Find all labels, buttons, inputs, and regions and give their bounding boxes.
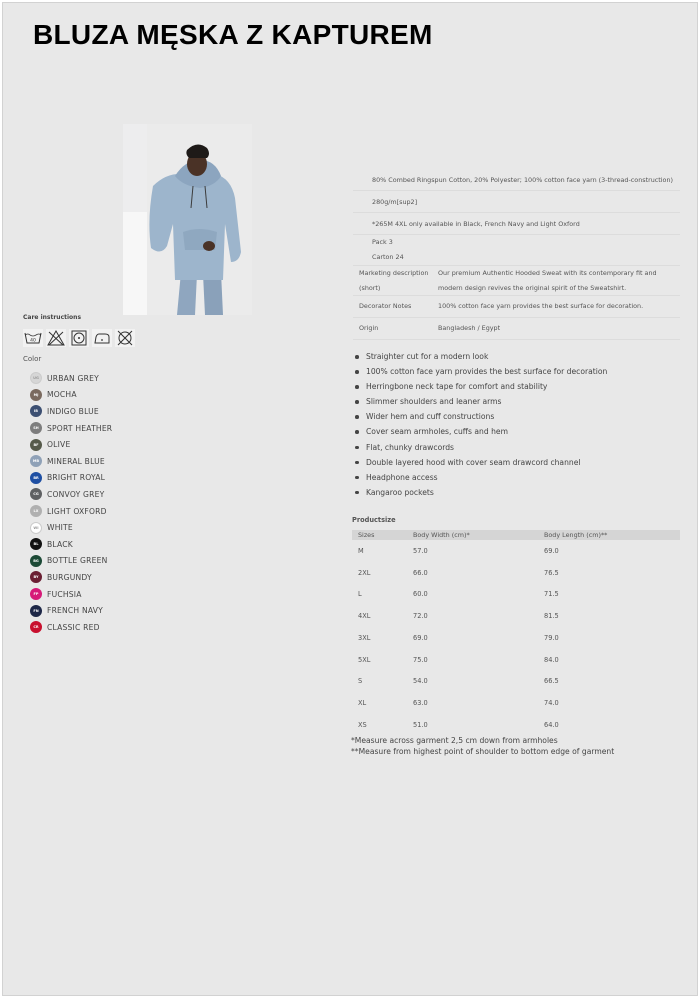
marketing-value: Our premium Authentic Hooded Sweat with its contemporary fit and modern design revives the original spirit of the Sweatshirt. [438,268,657,292]
color-swatch: BL [30,538,42,550]
feature-item: Straighter cut for a modern look [354,351,607,366]
care-instructions-title: Care instructions [23,314,82,321]
color-item [30,420,112,437]
spec-availability: *265M 4XL only available in Black, French Navy and Light Oxford [353,213,680,235]
no-bleach-icon [46,329,66,347]
body-width-cell: 63.0 [413,699,428,708]
table-row [352,692,680,714]
body-width-cell: 54.0 [413,677,428,686]
size-cell: S [358,677,363,686]
size-cell: L [358,590,362,599]
color-title: Color [23,355,42,363]
color-item [30,387,112,404]
feature-item: 100% cotton face yarn provides the best surface for decoration [354,366,607,381]
color-name: FUCHSIA [47,589,82,599]
spec-material: 80% Combed Ringspun Cotton, 20% Polyester; 100% cotton face yarn (3-thread-construction) [353,169,680,191]
color-item [30,486,112,503]
color-item [30,403,112,420]
page-title: BLUZA MĘSKA Z KAPTUREM [33,19,433,50]
table-row [352,649,680,671]
size-cell: XS [358,720,367,729]
col-header-body-length: Body Length (cm)** [544,530,680,540]
color-name: BOTTLE GREEN [47,556,108,566]
color-item [30,470,112,487]
color-item [30,619,112,636]
iron-low-icon [92,329,112,347]
note-width: *Measure across garment 2,5 cm down from armholes [351,736,558,745]
body-length-cell: 76.5 [544,568,559,577]
color-name: BLACK [47,539,73,549]
size-cell: XL [358,699,367,708]
color-name: SPORT HEATHER [47,423,113,433]
body-length-cell: 79.0 [544,633,559,642]
origin-value: Bangladesh / Egypt [438,324,501,332]
color-name: BURGUNDY [47,572,92,582]
spec-origin [353,318,680,340]
body-width-cell: 69.0 [413,633,428,642]
spec-carton: Carton 24 [372,253,404,261]
color-name: WHITE [47,523,73,533]
col-header-sizes: Sizes [352,530,413,540]
feature-item: Slimmer shoulders and leaner arms [354,396,607,411]
decorator-label: Decorator Notes [359,302,412,310]
marketing-label: Marketing description (short) [359,268,429,292]
note-length: **Measure from highest point of shoulder to bottom edge of garment [351,747,615,756]
color-item [30,553,112,570]
color-name: BRIGHT ROYAL [47,473,106,483]
color-swatch: BF [30,439,42,451]
spec-decorator [353,296,680,318]
table-row [352,584,680,606]
tumble-dry-icon [69,329,89,347]
feature-item: Headphone access [354,472,607,487]
size-cell: 4XL [358,612,371,621]
product-photo [123,124,252,315]
size-cell: 2XL [358,568,371,577]
color-swatch: SH [30,422,42,434]
table-row [352,714,680,736]
color-name: CLASSIC RED [47,622,100,632]
color-item [30,536,112,553]
color-item [30,569,112,586]
productsize-header-row [352,530,680,540]
body-width-cell: 60.0 [413,590,428,599]
spec-pack-carton [353,235,680,266]
feature-item: Wider hem and cuff constructions [354,411,607,426]
feature-item: Flat, chunky drawcords [354,442,607,457]
color-item [30,370,112,387]
color-item [30,602,112,619]
color-name: FRENCH NAVY [47,606,103,616]
color-swatch: WI [30,522,42,534]
color-swatch: BY [30,571,42,583]
color-item [30,586,112,603]
color-name: MOCHA [47,390,77,400]
color-swatch: BR [30,472,42,484]
color-swatch: MB [30,455,42,467]
size-cell: 5XL [358,655,371,664]
body-width-cell: 66.0 [413,568,428,577]
color-swatch: LX [30,505,42,517]
no-dry-clean-icon [115,329,135,347]
svg-text:40: 40 [30,338,36,344]
body-length-cell: 71.5 [544,590,559,599]
color-swatch: FN [30,605,42,617]
table-row [352,605,680,627]
body-width-cell: 57.0 [413,546,428,555]
table-row [352,540,680,562]
size-cell: 3XL [358,633,371,642]
color-item [30,436,112,453]
body-length-cell: 66.5 [544,677,559,686]
color-swatch: UG [30,372,42,384]
body-length-cell: 64.0 [544,720,559,729]
product-sheet [2,2,698,996]
body-width-cell: 72.0 [413,612,428,621]
wash-40-icon [23,329,43,347]
body-length-cell: 69.0 [544,546,559,555]
table-row [352,627,680,649]
color-swatch: CR [30,621,42,633]
color-item [30,519,112,536]
specs-table [353,169,680,340]
spec-marketing [353,266,680,296]
table-row [352,671,680,693]
color-item [30,503,112,520]
body-width-cell: 75.0 [413,655,428,664]
color-name: CONVOY GREY [47,489,105,499]
col-header-body-width: Body Width (cm)* [413,530,544,540]
color-item [30,453,112,470]
feature-list [354,351,607,502]
feature-item: Kangaroo pockets [354,487,607,502]
color-swatch: BG [30,555,42,567]
color-swatch: IB [30,405,42,417]
productsize-title: Productsize [352,516,396,524]
color-name: OLIVE [47,440,71,450]
body-length-cell: 81.5 [544,612,559,621]
color-name: MINERAL BLUE [47,456,105,466]
body-length-cell: 74.0 [544,699,559,708]
spec-weight: 280g/m[sup2] [353,191,680,213]
decorator-value: 100% cotton face yarn provides the best surface for decoration. [438,302,644,310]
size-cell: M [358,546,364,555]
color-swatch: MJ [30,389,42,401]
feature-item: Double layered hood with cover seam drawcord channel [354,457,607,472]
color-swatch: CG [30,488,42,500]
body-width-cell: 51.0 [413,720,428,729]
color-name: LIGHT OXFORD [47,506,107,516]
color-name: URBAN GREY [47,373,99,383]
care-icons [23,329,135,347]
feature-item: Herringbone neck tape for comfort and stability [354,381,607,396]
feature-item: Cover seam armholes, cuffs and hem [354,426,607,441]
color-name: INDIGO BLUE [47,406,99,416]
color-list [30,370,112,636]
spec-pack: Pack 3 [372,238,393,246]
productsize-table [352,530,680,736]
table-row [352,562,680,584]
body-length-cell: 84.0 [544,655,559,664]
origin-label: Origin [359,324,379,332]
color-swatch: FP [30,588,42,600]
